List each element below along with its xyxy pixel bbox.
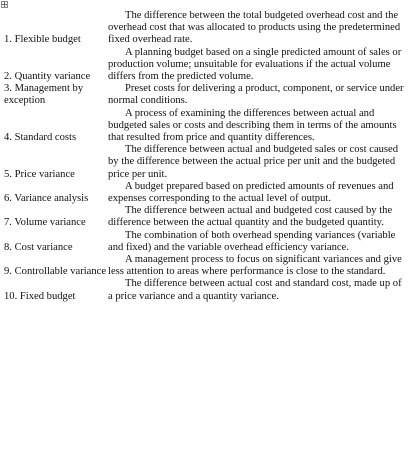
definition-cell: The difference between actual cost and standard cost, made up of a price variance and a quantity variance. xyxy=(108,278,402,302)
table-row xyxy=(4,205,408,229)
table-row xyxy=(4,181,408,205)
table-row xyxy=(4,144,408,181)
table-row xyxy=(4,47,408,84)
definition-cell: A budget prepared based on predicted amounts of revenues and expenses corresponding to the actual level of output. xyxy=(108,180,394,205)
term-cell: 7. Volume variance xyxy=(4,217,86,229)
table-row xyxy=(4,278,408,302)
definition-cell: The difference between the total budgeted overhead cost and the overhead cost that was allocated to products using the predetermined fixed overhead rate. xyxy=(108,10,401,46)
term-cell: 10. Fixed budget xyxy=(4,290,76,302)
table-row xyxy=(4,83,408,107)
definition-cell: A management process to focus on significant variances and give less attention to areas where performance is close to the standard. xyxy=(108,254,402,278)
term-cell: 4. Standard costs xyxy=(4,132,77,144)
term-cell: 9. Controllable variance xyxy=(4,266,107,278)
table-row xyxy=(4,230,408,254)
term-cell: 5. Price variance xyxy=(4,168,75,180)
table-row xyxy=(4,10,408,47)
term-cell: 8. Cost variance xyxy=(4,241,73,253)
table-row xyxy=(4,254,408,278)
term-cell: 2. Quantity variance xyxy=(4,71,91,83)
definition-cell: A process of examining the differences between actual and budgeted sales or costs and describing them in terms of the amounts that resulted from price and quantity differences. xyxy=(108,107,397,144)
table-row xyxy=(4,108,408,145)
matching-table xyxy=(4,10,408,303)
definition-cell: The difference between actual and budgeted cost caused by the difference between the actual quantity and the budgeted quantity. xyxy=(108,205,393,229)
term-cell: 6. Variance analysis xyxy=(4,193,89,205)
table-move-handle-icon[interactable] xyxy=(1,1,8,8)
definition-cell: Preset costs for delivering a product, component, or service under normal conditions. xyxy=(108,83,404,107)
term-cell: 3. Management by exception xyxy=(4,83,84,107)
term-cell: 1. Flexible budget xyxy=(4,34,81,46)
definition-cell: A planning budget based on a single predicted amount of sales or production volume; unsuitable for evaluations if the actual volume differs from the predicted volume. xyxy=(108,46,402,83)
definition-cell: The combination of both overhead spending variances (variable and fixed) and the variable overhead efficiency variance. xyxy=(108,229,396,253)
definition-cell: The difference between actual and budgeted sales or cost caused by the difference between the actual price per unit and the budgeted price per unit. xyxy=(108,144,399,180)
